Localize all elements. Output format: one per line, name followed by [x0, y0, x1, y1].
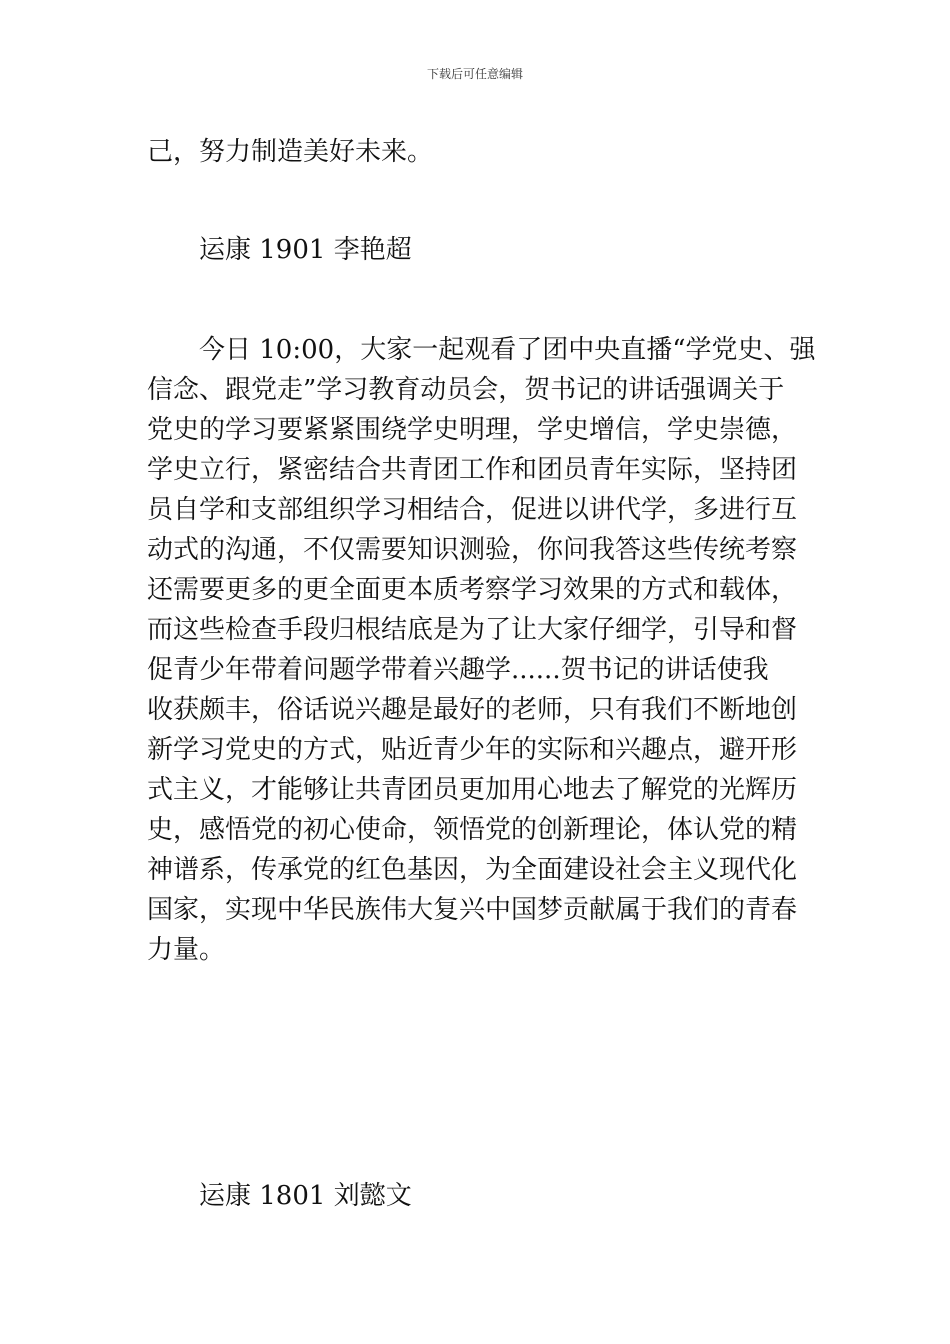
text-line: 还需要更多的更全面更本质考察学习效果的方式和载体， — [147, 575, 798, 605]
text-line: 己，努力制造美好未来。 — [147, 137, 434, 167]
text-line: 动式的沟通，不仅需要知识测验，你问我答这些传统考察 — [147, 535, 798, 565]
text-line: 信念、跟党走”学习教育动员会，贺书记的讲话强调关于 — [147, 375, 785, 405]
author-name: 运康 1901 李艳超 — [199, 235, 412, 265]
text-line: 力量。 — [147, 935, 226, 965]
text-line: 史，感悟党的初心使命，领悟党的创新理论，体认党的精 — [147, 815, 798, 845]
essay-paragraph — [147, 330, 816, 970]
page-header: 下载后可任意编辑 — [426, 67, 523, 81]
author-line-2 — [147, 1176, 809, 1216]
text-line: 新学习党史的方式，贴近青少年的实际和兴趣点，避开形 — [147, 735, 798, 765]
text-line: 式主义，才能够让共青团员更加用心地去了解党的光辉历 — [147, 775, 798, 805]
text-line: 国家，实现中华民族伟大复兴中国梦贡献属于我们的青春 — [147, 895, 798, 925]
text-line: 神谱系，传承党的红色基因，为全面建设社会主义现代化 — [147, 855, 798, 885]
text-line: 而这些检查手段归根结底是为了让大家仔细学，引导和督 — [147, 615, 798, 645]
closing-paragraph — [147, 132, 809, 172]
text-line: 学史立行，紧密结合共青团工作和团员青年实际，坚持团 — [147, 455, 798, 485]
text-line: 收获颇丰，俗话说兴趣是最好的老师，只有我们不断地创 — [147, 695, 798, 725]
text-line: 员自学和支部组织学习相结合，促进以讲代学，多进行互 — [147, 495, 798, 525]
text-line: 今日 10:00，大家一起观看了团中央直播“学党史、强 — [199, 335, 816, 365]
author-name: 运康 1801 刘懿文 — [199, 1181, 412, 1211]
text-line: 促青少年带着问题学带着兴趣学......贺书记的讲话使我 — [147, 655, 769, 685]
author-line-1 — [147, 230, 809, 270]
text-line: 党史的学习要紧紧围绕学史明理，学史增信，学史崇德， — [147, 415, 798, 445]
